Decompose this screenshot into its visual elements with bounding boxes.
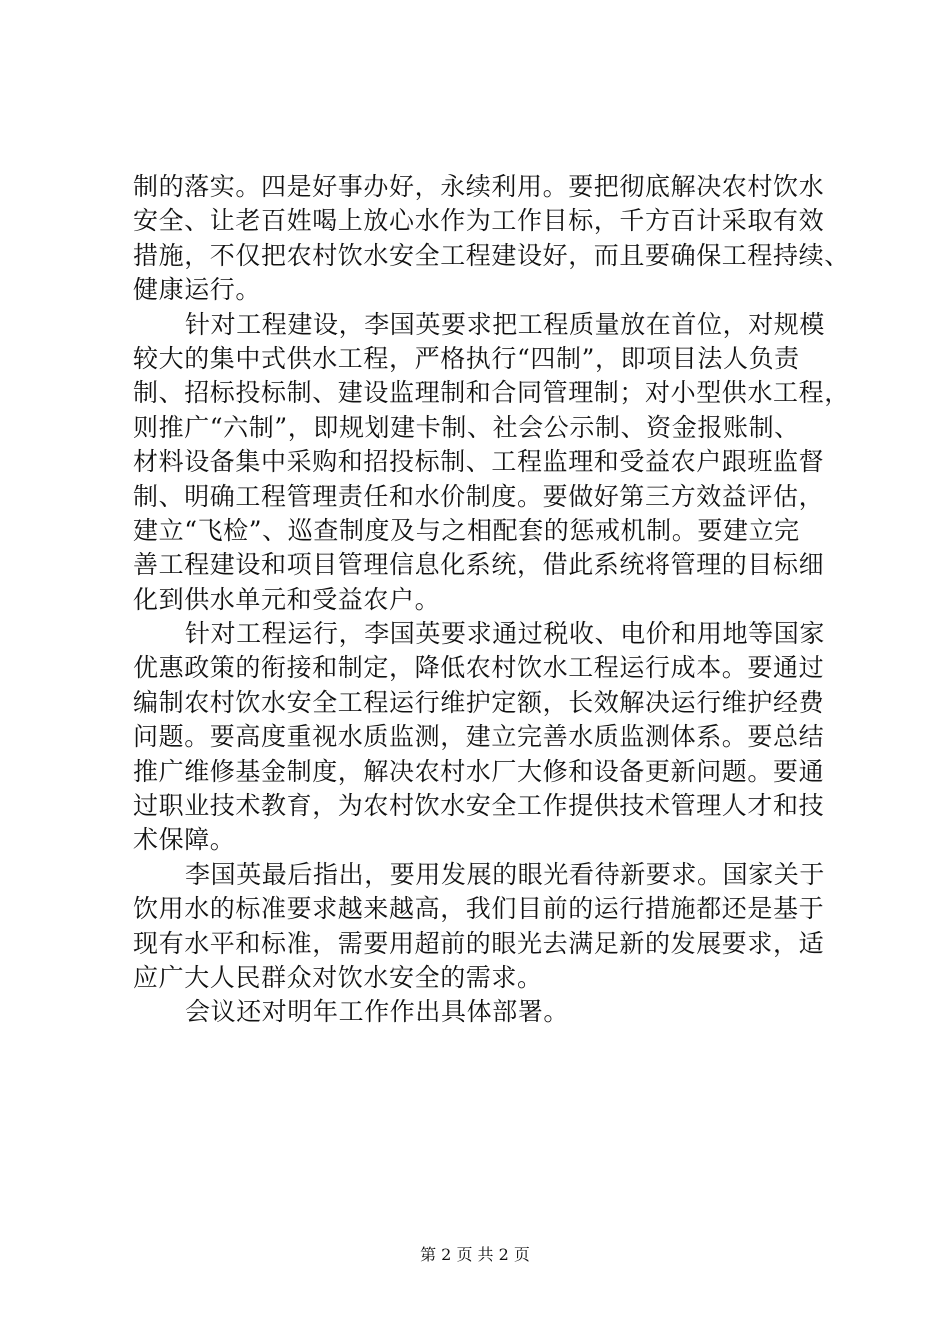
text-line: 饮用水的标准要求越来越高，我们目前的运行措施都还是基于 xyxy=(133,894,825,924)
text-line: 应广大人民群众对饮水安全的需求。 xyxy=(133,962,543,992)
text-line: 现有水平和标准，需要用超前的眼光去满足新的发展要求，适 xyxy=(133,928,825,958)
document-body xyxy=(133,170,850,1030)
text-line: 术保障。 xyxy=(133,825,236,855)
text-line: 问题。要高度重视水质监测，建立完善水质监测体系。要总结 xyxy=(133,722,825,752)
text-line: 优惠政策的衔接和制定，降低农村饮水工程运行成本。要通过 xyxy=(133,653,825,683)
text-line: 推广维修基金制度，解决农村水厂大修和设备更新问题。要通 xyxy=(133,756,825,786)
text-line: 措施，不仅把农村饮水安全工程建设好，而且要确保工程持续、 xyxy=(133,240,850,270)
text-line: 制、招标投标制、建设监理制和合同管理制；对小型供水工程， xyxy=(133,378,850,408)
page-number-footer: 第 2 页 共 2 页 xyxy=(420,1245,530,1264)
text-line: 材料设备集中采购和招投标制、工程监理和受益农户跟班监督 xyxy=(133,447,825,477)
text-line: 制、明确工程管理责任和水价制度。要做好第三方效益评估， xyxy=(133,481,825,511)
text-line: 化到供水单元和受益农户。 xyxy=(133,584,441,614)
text-line: 健康运行。 xyxy=(133,275,262,305)
text-line: 建立“飞检”、巡查制度及与之相配套的惩戒机制。要建立完 xyxy=(133,515,800,545)
text-line: 过职业技术教育，为农村饮水安全工作提供技术管理人才和技 xyxy=(133,791,825,821)
text-line: 编制农村饮水安全工程运行维护定额，长效解决运行维护经费 xyxy=(133,687,825,717)
text-line: 则推广“六制”，即规划建卡制、社会公示制、资金报账制、 xyxy=(133,412,800,442)
text-line: 较大的集中式供水工程，严格执行“四制”，即项目法人负责 xyxy=(133,343,800,373)
paragraph-start-line: 针对工程运行，李国英要求通过税收、电价和用地等国家 xyxy=(185,619,826,649)
paragraph-start-line: 针对工程建设，李国英要求把工程质量放在首位，对规模 xyxy=(185,309,826,339)
paragraph-start-line: 李国英最后指出，要用发展的眼光看待新要求。国家关于 xyxy=(185,859,826,889)
text-line: 制的落实。四是好事办好，永续利用。要把彻底解决农村饮水 xyxy=(133,172,825,201)
text-line: 安全、让老百姓喝上放心水作为工作目标，千方百计采取有效 xyxy=(133,206,825,236)
paragraph-start-line: 会议还对明年工作作出具体部署。 xyxy=(185,997,570,1027)
text-line: 善工程建设和项目管理信息化系统，借此系统将管理的目标细 xyxy=(133,550,825,580)
